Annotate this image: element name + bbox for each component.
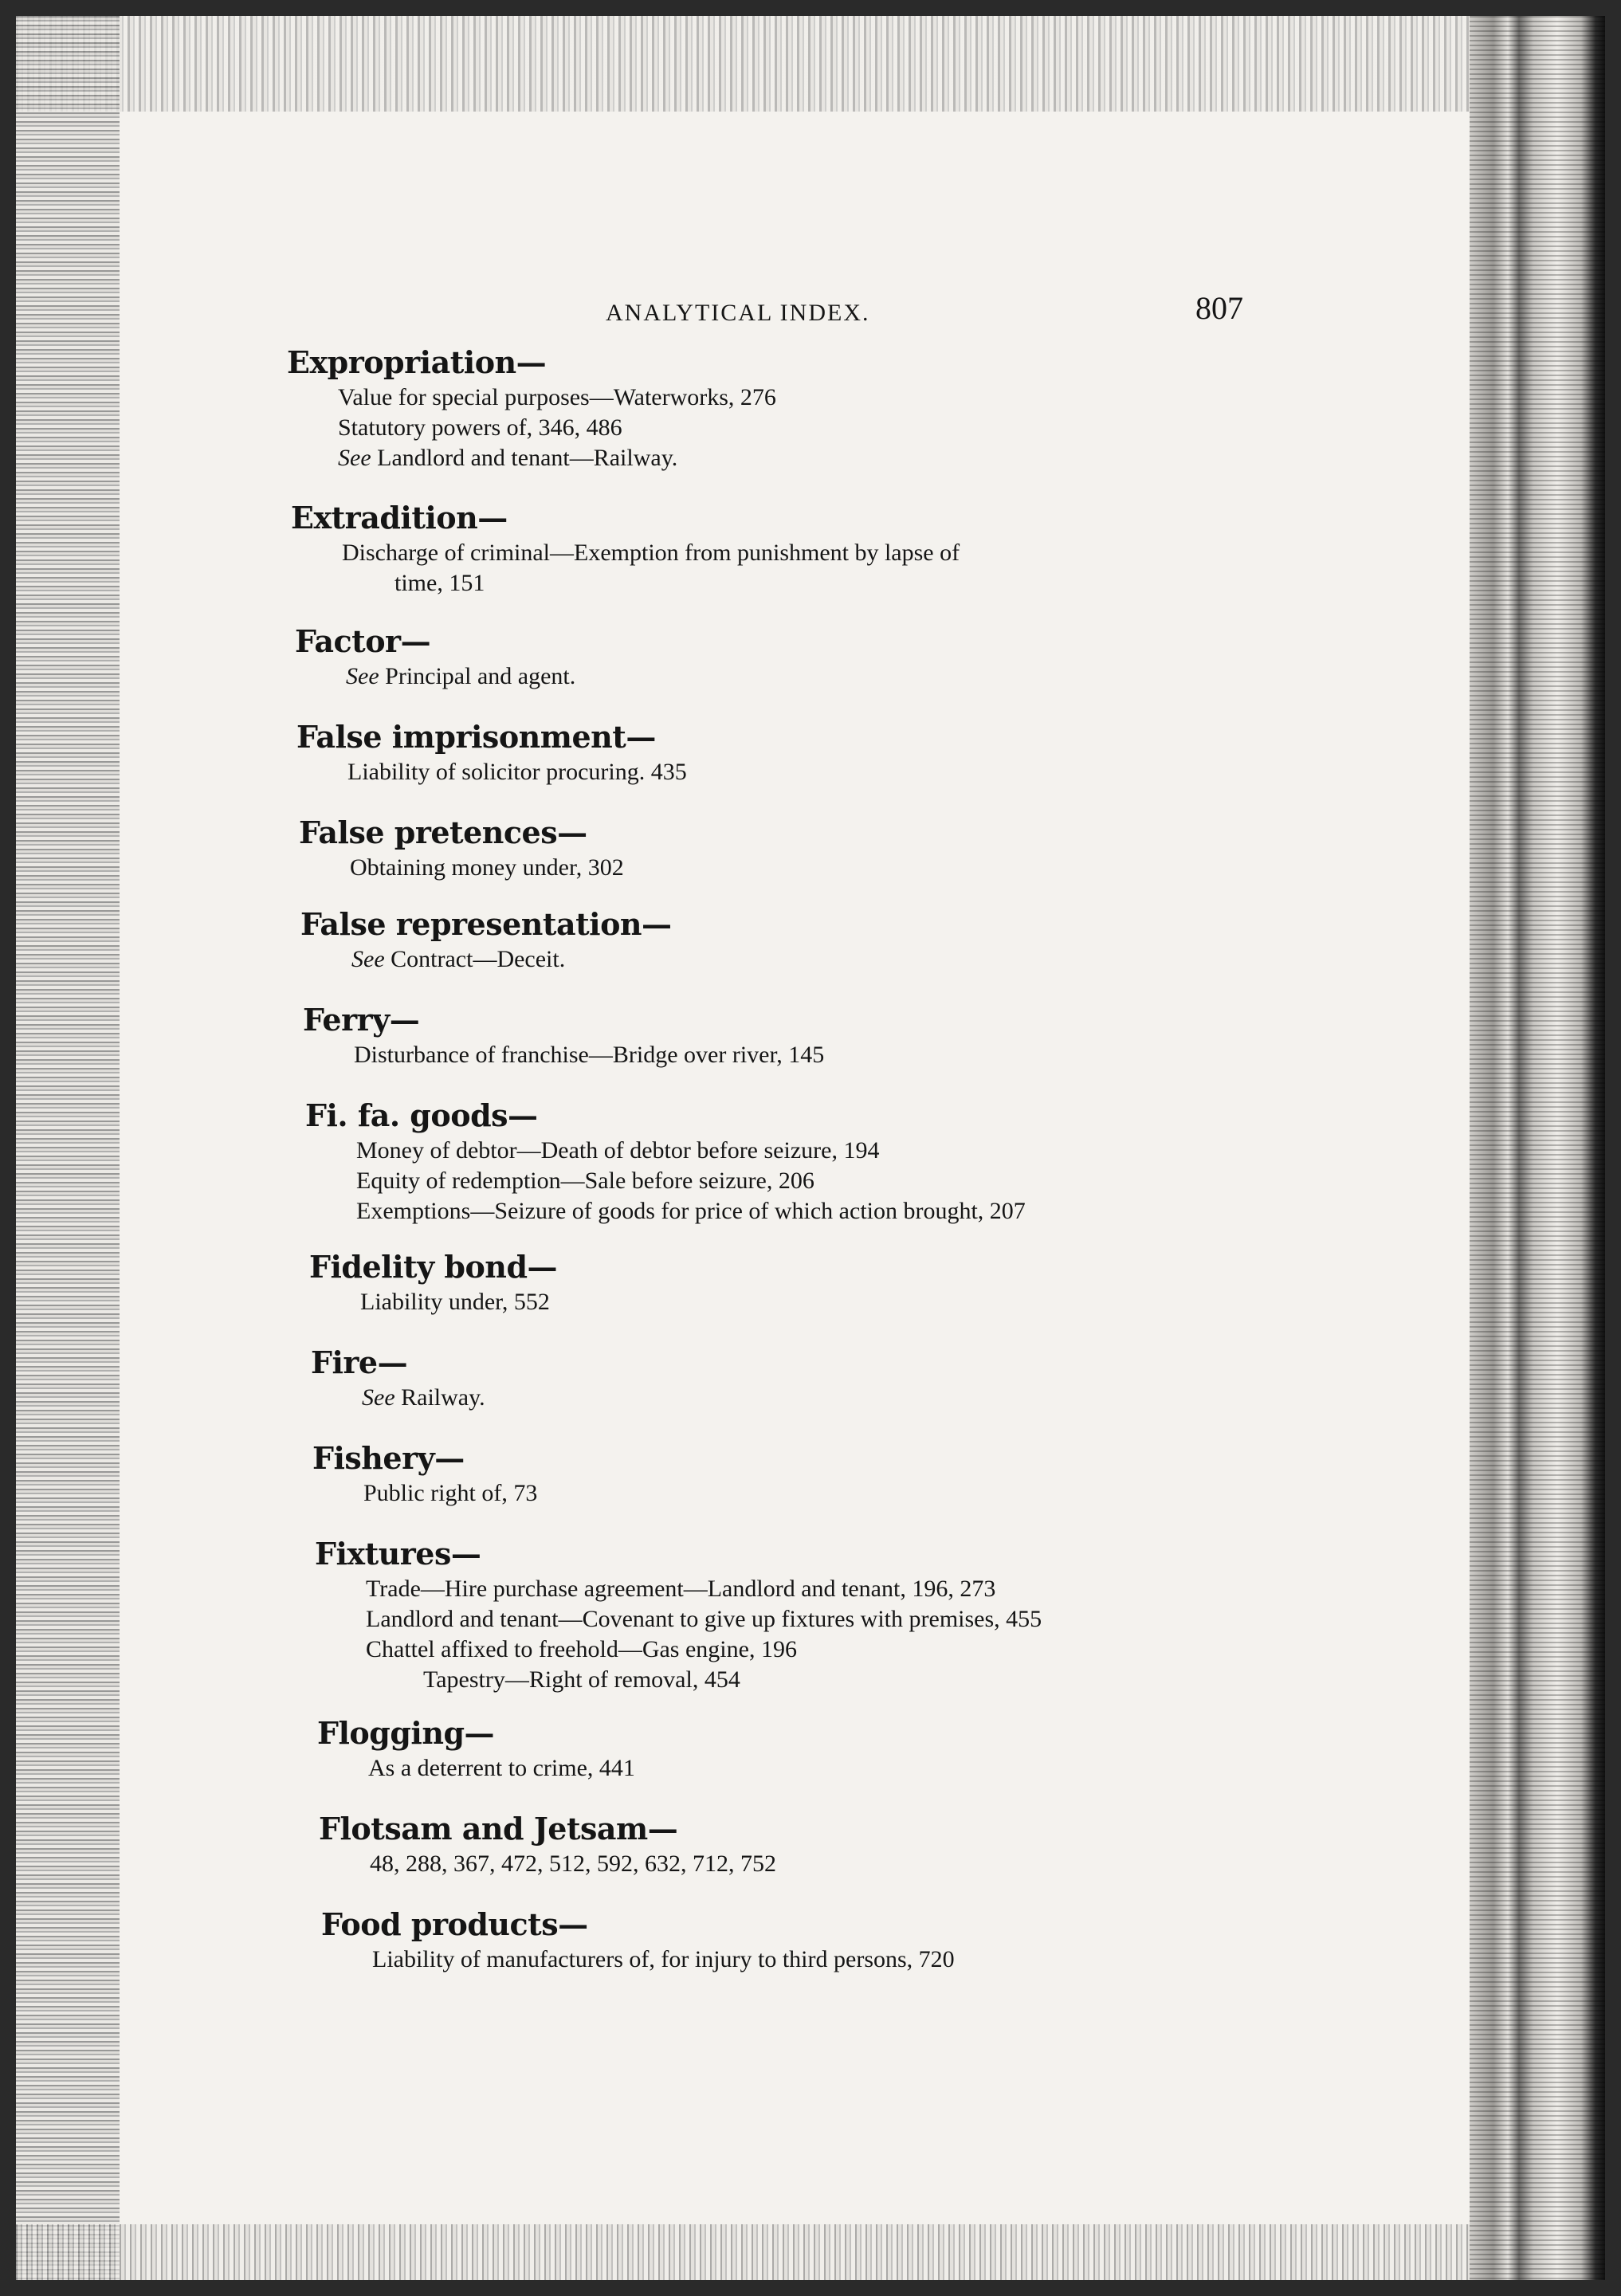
entry-line: time, 151 bbox=[394, 570, 485, 596]
entry-line: Money of debtor—Death of debtor before seizure, 194 bbox=[356, 1137, 880, 1164]
index-entry-extradition bbox=[291, 498, 960, 599]
index-entry-false-imprisonment bbox=[296, 717, 687, 787]
see-label: See bbox=[338, 445, 371, 471]
see-reference: Railway. bbox=[401, 1384, 485, 1411]
index-entry-food-products bbox=[321, 1905, 955, 1975]
index-entry-flotsam-and-jetsam bbox=[319, 1809, 776, 1879]
entry-line: Discharge of criminal—Exemption from punishment by lapse of bbox=[342, 540, 960, 566]
entry-line: Public right of, 73 bbox=[363, 1480, 538, 1506]
index-entry-flogging bbox=[317, 1713, 635, 1784]
entry-heading: Flotsam and Jetsam— bbox=[319, 1811, 678, 1847]
entry-heading: False representation— bbox=[300, 906, 672, 942]
see-label: See bbox=[351, 946, 385, 972]
entry-line: Statutory powers of, 346, 486 bbox=[338, 414, 622, 441]
entry-heading: Fixtures— bbox=[315, 1536, 481, 1572]
scanned-page bbox=[16, 16, 1605, 2280]
index-entry-ferry bbox=[303, 1000, 824, 1070]
entry-line: Tapestry—Right of removal, 454 bbox=[423, 1666, 740, 1693]
entry-heading: Fidelity bond— bbox=[309, 1249, 558, 1285]
index-entry-fixtures bbox=[315, 1534, 1042, 1695]
entry-see-line bbox=[287, 443, 776, 473]
page-content bbox=[16, 16, 1605, 2280]
entry-line: Chattel affixed to freehold—Gas engine, 196 bbox=[366, 1636, 797, 1662]
index-entry-factor bbox=[295, 622, 575, 692]
see-reference: Contract—Deceit. bbox=[391, 946, 566, 972]
entry-line: 48, 288, 367, 472, 512, 592, 632, 712, 752 bbox=[370, 1851, 776, 1877]
entry-line: Equity of redemption—Sale before seizure, 206 bbox=[356, 1168, 814, 1194]
entry-see-line bbox=[295, 661, 575, 692]
entry-line: Trade—Hire purchase agreement—Landlord and tenant, 196, 273 bbox=[366, 1576, 996, 1602]
running-header bbox=[606, 279, 1243, 327]
entry-line: Obtaining money under, 302 bbox=[350, 854, 624, 881]
entry-heading: Food products— bbox=[321, 1906, 588, 1942]
index-entry-expropriation bbox=[287, 343, 776, 473]
entry-heading: Fishery— bbox=[312, 1440, 465, 1476]
entry-line: As a deterrent to crime, 441 bbox=[368, 1755, 635, 1781]
index-entry-fishery bbox=[312, 1438, 537, 1509]
entry-line: Landlord and tenant—Covenant to give up fixtures with premises, 455 bbox=[366, 1606, 1042, 1632]
entry-heading: Expropriation— bbox=[287, 344, 547, 380]
see-reference: Landlord and tenant—Railway. bbox=[377, 445, 678, 471]
see-label: See bbox=[346, 663, 379, 689]
entry-heading: Ferry— bbox=[303, 1002, 420, 1038]
entry-see-line bbox=[300, 944, 672, 975]
entry-see-line bbox=[311, 1383, 485, 1413]
index-entry-false-representation bbox=[300, 905, 672, 975]
index-entry-fi-fa-goods bbox=[305, 1096, 1026, 1226]
entry-heading: Fire— bbox=[311, 1344, 408, 1380]
entry-heading: Extradition— bbox=[291, 500, 508, 536]
see-reference: Principal and agent. bbox=[385, 663, 576, 689]
entry-heading: False pretences— bbox=[299, 814, 587, 850]
index-entry-fidelity-bond bbox=[309, 1247, 557, 1317]
entry-line: Liability of manufacturers of, for injury to third persons, 720 bbox=[372, 1946, 955, 1972]
entry-line: Liability of solicitor procuring. 435 bbox=[347, 759, 687, 785]
entry-heading: Flogging— bbox=[317, 1715, 495, 1751]
entry-heading: Factor— bbox=[295, 623, 431, 659]
entry-line: Value for special purposes—Waterworks, 276 bbox=[338, 384, 776, 410]
entry-line: Disturbance of franchise—Bridge over river, 145 bbox=[354, 1042, 825, 1068]
page-number: 807 bbox=[1195, 290, 1243, 326]
entry-line: Exemptions—Seizure of goods for price of which action brought, 207 bbox=[356, 1198, 1026, 1224]
entry-heading: False imprisonment— bbox=[296, 719, 656, 755]
see-label: See bbox=[362, 1384, 395, 1411]
entry-line: Liability under, 552 bbox=[360, 1289, 550, 1315]
index-entry-fire bbox=[311, 1343, 485, 1413]
index-entry-false-pretences bbox=[299, 813, 624, 883]
running-title: ANALYTICAL INDEX. bbox=[606, 300, 870, 326]
entry-heading: Fi. fa. goods— bbox=[305, 1097, 538, 1133]
